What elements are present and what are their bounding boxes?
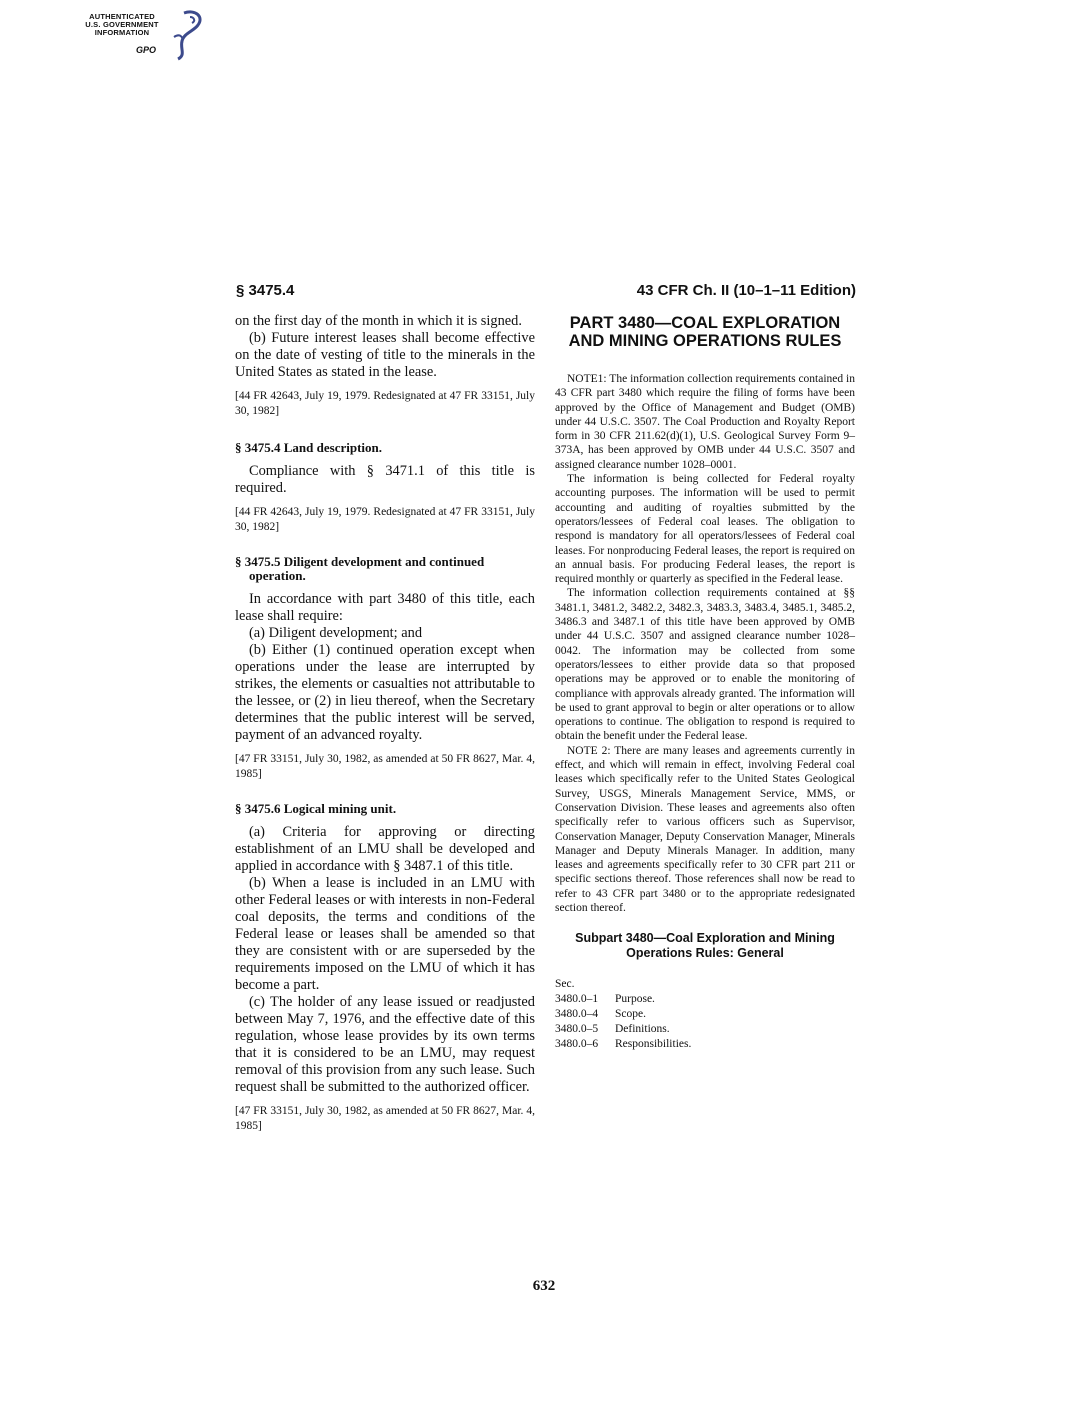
paragraph: In accordance with part 3480 of this title, each lease shall require: <box>235 591 535 624</box>
paragraph: (c) The holder of any lease issued or readjusted between May 7, 1976, and the effective date of this regulation, whose lease provides by its own terms that it is considered to be an LMU, may request removal of this provision from any such lease. Such request shall be submitted to the authorized officer. <box>235 994 535 1095</box>
paragraph: on the first day of the month in which it is signed. <box>235 313 522 329</box>
running-header <box>236 282 856 304</box>
subpart-title: Subpart 3480—Coal Exploration and Mining Operations Rules: General <box>575 931 835 961</box>
gpo-label: GPO <box>136 45 157 55</box>
toc-title: Purpose. <box>615 993 655 1006</box>
paragraph: The information collection requirements contained at §§ 3481.1, 3481.2, 3482.2, 3482.3, 3483.3, 3483.4, 3485.1, 3485.2, 3486.3 and 3487.1 of this title have been approved by OMB under 44 U.S.C. 3507 and assigned clearance number 1028–0042. The information may be collected from some operators/lessees to either provide data so that proposed operations may be approved or to enable the monitoring of compliance with approvals already granted. The information will be used to grant approval to begin or alter operations or to allow operations to continue. The obligation to respond is required to obtain the benefit under the Federal lease. <box>555 587 855 743</box>
logo-line-1: AUTHENTICATED <box>89 12 155 21</box>
left-column <box>235 313 535 1134</box>
toc-item <box>555 1022 855 1037</box>
toc-item <box>555 992 855 1007</box>
header-section-number: § 3475.4 <box>236 282 295 299</box>
toc-number: 3480.0–1 <box>555 993 599 1006</box>
toc-number: 3480.0–6 <box>555 1038 599 1051</box>
note-2: NOTE 2: There are many leases and agreements currently in effect, and which will remain in effect, involving Federal coal leases which specifically refer to the United States Geological Survey, USGS, Minerals Management Service, MMS, or Conservation Division. These leases and agreements also often specifically refer to various officers such as Supervisor, Conservation Manager, Deputy Conservation Manager, Minerals Manager and Deputy Minerals Manager. In addition, many leases and agreements specifically refer to 30 CFR part 211 or specific sections thereof. Those references shall now be read to refer to 43 CFR part 3480 or to the appropriate redesignated section thereof. <box>555 744 855 914</box>
gpo-authentication-logo <box>70 5 210 65</box>
right-column <box>555 314 855 1052</box>
toc-heading: Sec. <box>555 978 575 991</box>
page-number: 632 <box>532 1278 556 1294</box>
paragraph: (b) When a lease is included in an LMU with other Federal leases or with interests in non-Federal coal deposits, the terms and conditions of the Federal lease or leases shall be amended so that they are consistent with or are superseded by the requirements imposed on the LMU of which it has become a part. <box>235 875 535 993</box>
note-1: NOTE1: The information collection requirements contained in 43 CFR part 3480 which require the filing of forms have been approved by the Office of Management and Budget (OMB) under 44 U.S.C. 3507. The Coal Production and Royalty Report form in 30 CFR 211.62(d)(1), U.S. Geological Survey Form 9–373A, has been approved by OMB under 44 U.S.C. 3507 and assigned clearance number 1028–0001. <box>555 373 855 471</box>
section-heading-3475-4: § 3475.4 Land description. <box>235 440 382 455</box>
paragraph: (a) Diligent development; and <box>249 625 423 641</box>
paragraph: (a) Criteria for approving or directing establishment of an LMU shall be developed and applied in accordance with § 3487.1 of this title. <box>235 824 535 874</box>
section-heading-3475-5: § 3475.5 Diligent development and continued operation. <box>235 554 485 583</box>
part-title: PART 3480—COAL EXPLORATION AND MINING OPERATIONS RULES <box>568 314 842 350</box>
section-heading-3475-6: § 3475.6 Logical mining unit. <box>235 801 397 816</box>
citation: [44 FR 42643, July 19, 1979. Redesignated at 47 FR 33151, July 30, 1982] <box>235 390 535 417</box>
toc-title: Definitions. <box>615 1023 670 1036</box>
paragraph: (b) Either (1) continued operation except when operations under the lease are interrupted by strikes, the elements or casualties not attributable to the lessee, or (2) in lieu thereof, when the Secretary determines that the public interest will be served, payment of an advanced royalty. <box>235 642 535 743</box>
paragraph: The information is being collected for Federal royalty accounting purposes. The information will be used to permit accounting and auditing of royalties submitted by the operators/lessees of Federal coal leases. The obligation to respond is mandatory for all operators/lessees of Federal coal leases. For nonproducing Federal leases, the report is required on an annual basis. For producing Federal leases, the report is required monthly or quarterly as specified in the Federal lease. <box>555 473 855 586</box>
toc-item <box>555 1007 855 1022</box>
citation: [47 FR 33151, July 30, 1982, as amended at 50 FR 8627, Mar. 4, 1985] <box>235 1105 535 1132</box>
toc-number: 3480.0–5 <box>555 1023 599 1036</box>
toc-number: 3480.0–4 <box>555 1008 599 1021</box>
logo-line-2: U.S. GOVERNMENT <box>85 20 159 29</box>
table-of-contents <box>555 992 855 1052</box>
citation: [47 FR 33151, July 30, 1982, as amended at 50 FR 8627, Mar. 4, 1985] <box>235 753 535 780</box>
header-title: 43 CFR Ch. II (10–1–11 Edition) <box>636 282 856 299</box>
paragraph: (b) Future interest leases shall become effective on the date of vesting of title to the minerals in the United States as stated in the lease. <box>235 330 535 380</box>
paragraph: Compliance with § 3471.1 of this title is required. <box>235 463 535 496</box>
logo-line-3: INFORMATION <box>94 28 150 37</box>
toc-item <box>555 1037 855 1052</box>
eagle-icon <box>154 7 210 63</box>
toc-title: Scope. <box>615 1008 646 1021</box>
citation: [44 FR 42643, July 19, 1979. Redesignated at 47 FR 33151, July 30, 1982] <box>235 506 535 533</box>
toc-title: Responsibilities. <box>615 1038 692 1051</box>
